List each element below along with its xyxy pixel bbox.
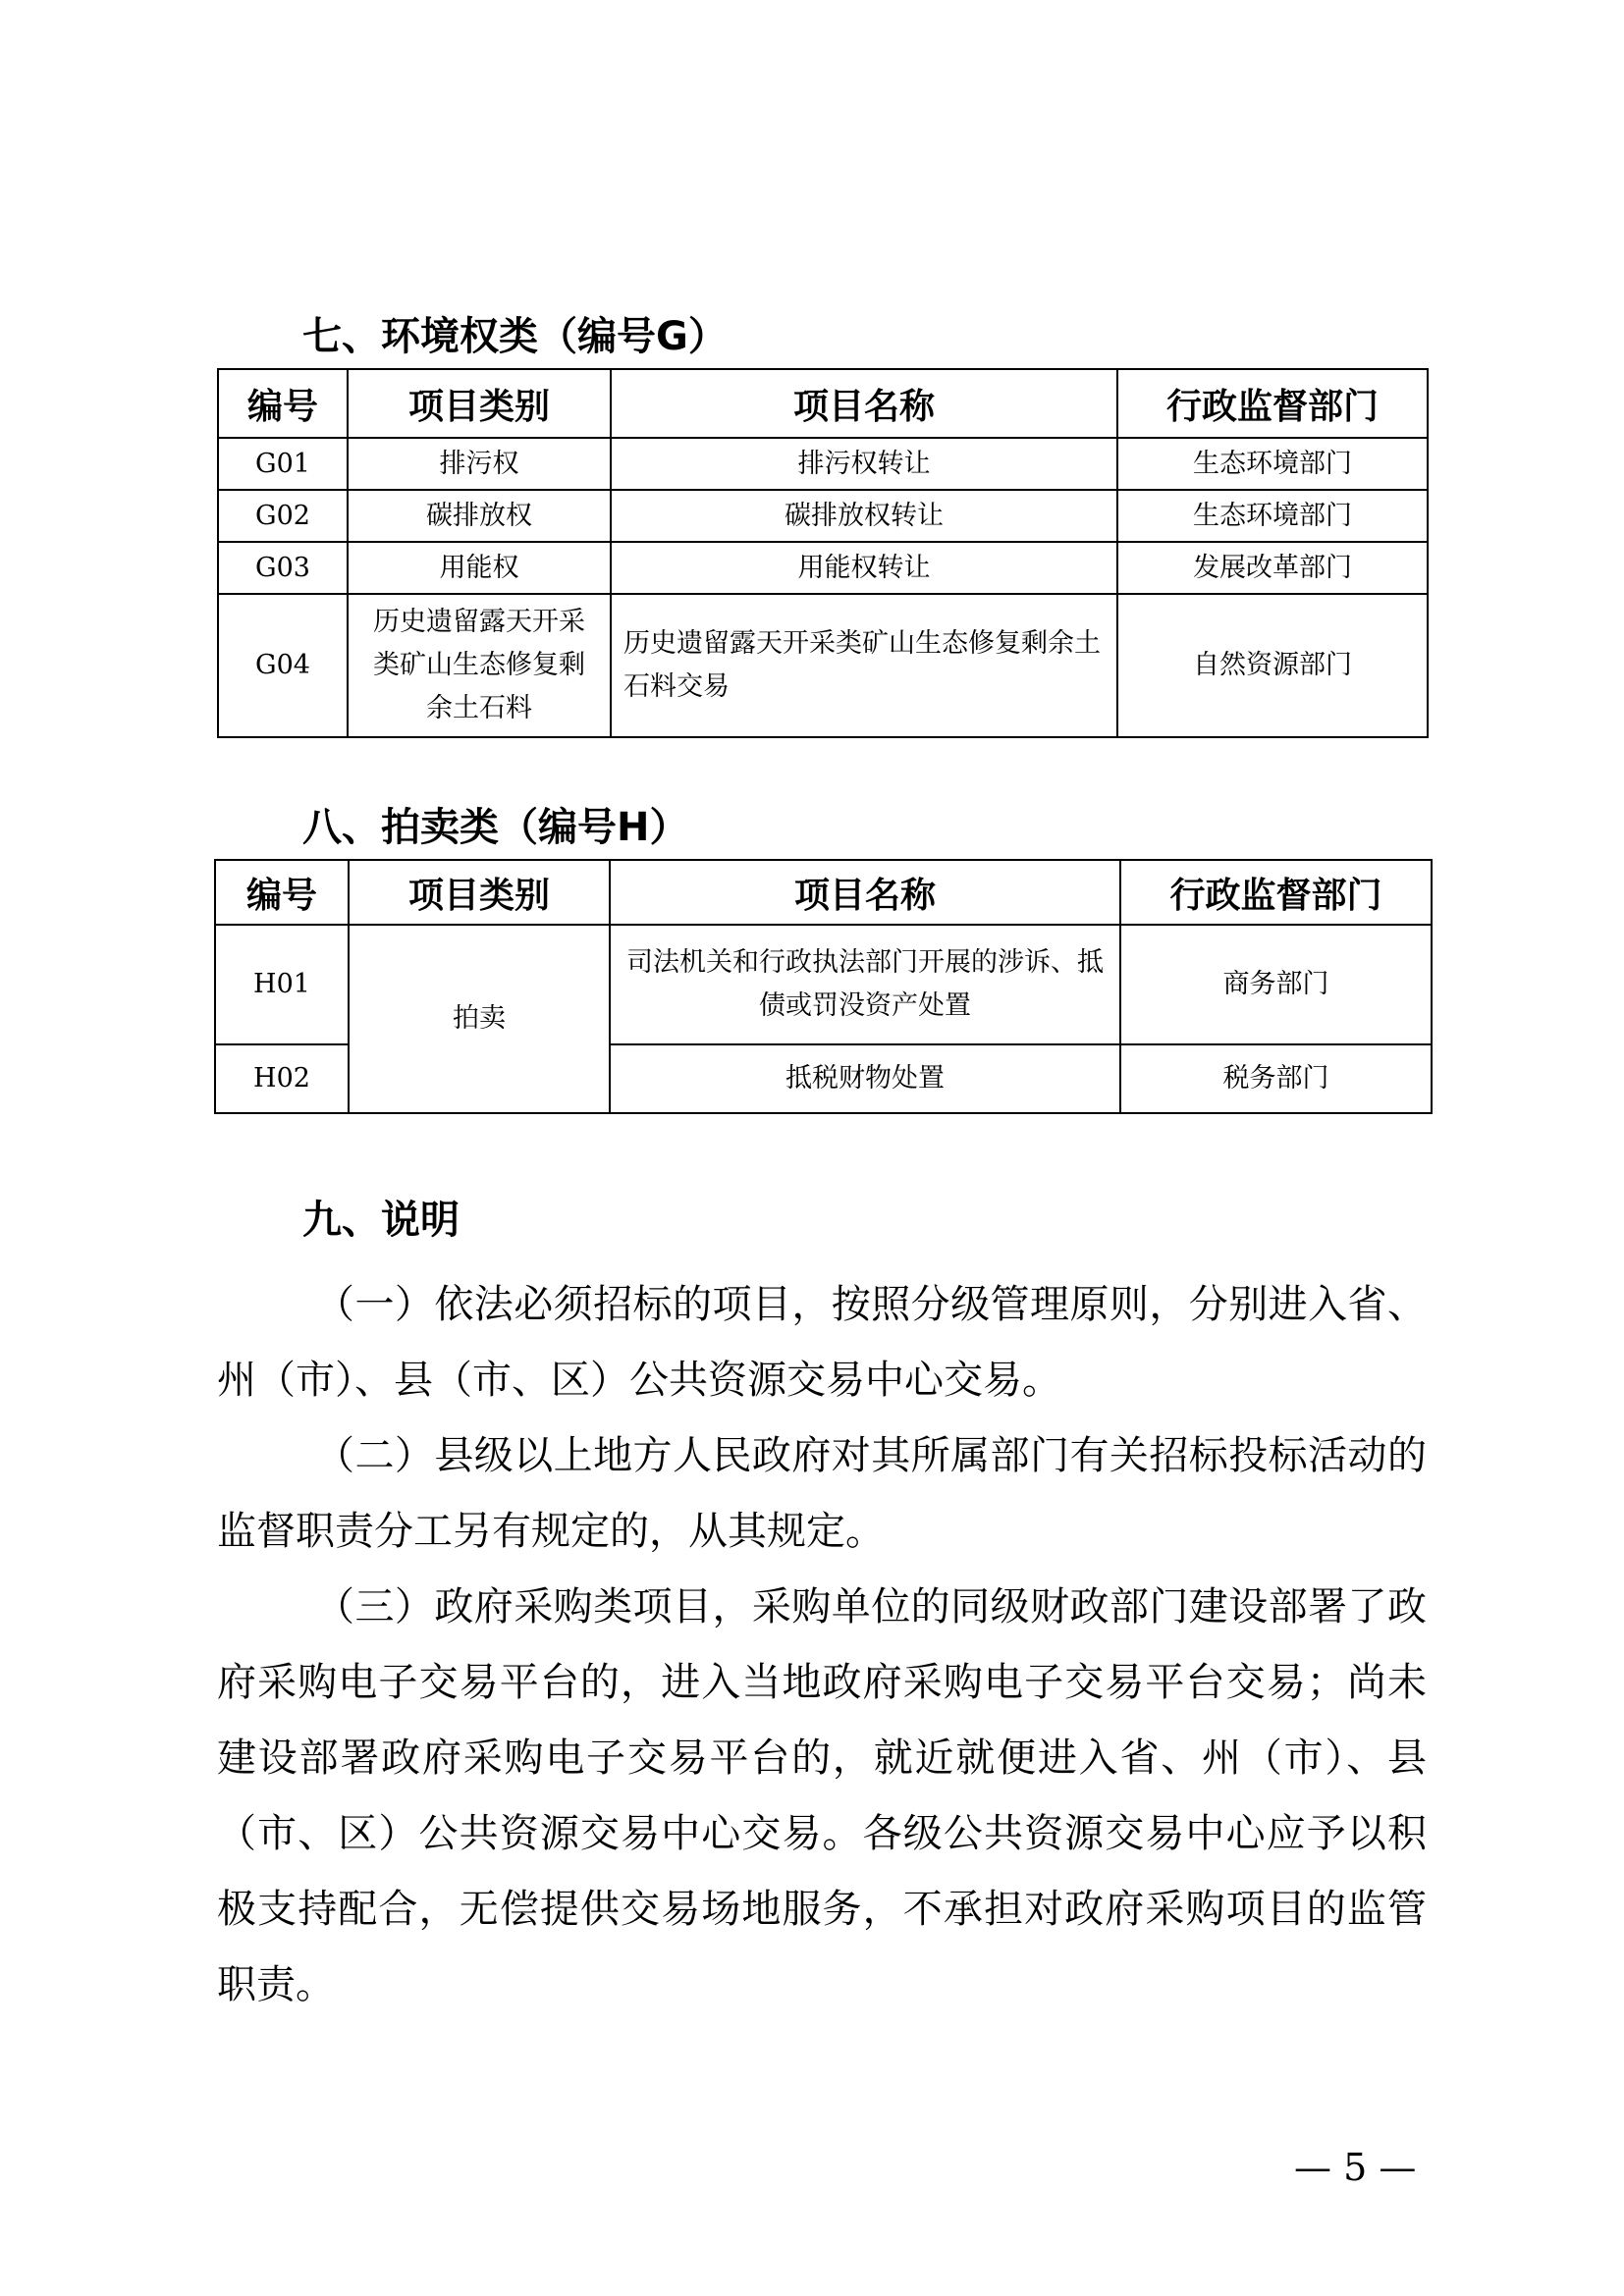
table-header-row (215, 860, 1432, 925)
cell-name: 历史遗留露天开采类矿山生态修复剩余土石料交易 (611, 594, 1117, 737)
section8-table (214, 859, 1433, 1114)
header-category: 项目类别 (349, 860, 610, 925)
table-header-row (218, 369, 1428, 438)
cell-category: 碳排放权 (348, 490, 611, 542)
header-name: 项目名称 (610, 860, 1120, 925)
cell-category: 历史遗留露天开采类矿山生态修复剩余土石料 (348, 594, 611, 737)
cell-name: 碳排放权转让 (611, 490, 1117, 542)
paragraph: （二）县级以上地方人民政府对其所属部门有关招标投标活动的监督职责分工另有规定的，从其规定。 (217, 1433, 1427, 1554)
cell-dept: 商务部门 (1120, 925, 1432, 1044)
paragraph: （一）依法必须招标的项目，按照分级管理原则，分别进入省、州（市）、县（市、区）公共资源交易中心交易。 (217, 1282, 1427, 1403)
header-name: 项目名称 (611, 369, 1117, 438)
header-code: 编号 (218, 369, 348, 438)
cell-code: G02 (218, 490, 348, 542)
header-dept: 行政监督部门 (1117, 369, 1428, 438)
section7-title: 七、环境权类（编号G） (302, 314, 728, 359)
section9-title: 九、说明 (302, 1198, 460, 1243)
page-number: — 5 — (1294, 2146, 1417, 2189)
table-row (218, 438, 1428, 490)
cell-category: 排污权 (348, 438, 611, 490)
cell-dept: 发展改革部门 (1117, 542, 1428, 594)
cell-category: 用能权 (348, 542, 611, 594)
cell-dept: 税务部门 (1120, 1044, 1432, 1113)
section8-title: 八、拍卖类（编号H） (302, 805, 689, 850)
table-row (218, 542, 1428, 594)
cell-code: G01 (218, 438, 348, 490)
table-row (218, 490, 1428, 542)
cell-code: G04 (218, 594, 348, 737)
cell-name: 司法机关和行政执法部门开展的涉诉、抵债或罚没资产处置 (610, 925, 1120, 1044)
header-dept: 行政监督部门 (1120, 860, 1432, 925)
section7-table (217, 368, 1429, 738)
cell-dept: 自然资源部门 (1117, 594, 1428, 737)
table-row (215, 925, 1432, 1044)
cell-name: 用能权转让 (611, 542, 1117, 594)
cell-dept: 生态环境部门 (1117, 490, 1428, 542)
cell-dept: 生态环境部门 (1117, 438, 1428, 490)
cell-code: H02 (215, 1044, 349, 1113)
cell-category: 拍卖 (349, 925, 610, 1113)
header-category: 项目类别 (348, 369, 611, 438)
paragraph: （三）政府采购类项目，采购单位的同级财政部门建设部署了政府采购电子交易平台的，进入当地政府采购电子交易平台交易；尚未建设部署政府采购电子交易平台的，就近就便进入省、州（市）、县（市、区）公共资源交易中心交易。各级公共资源交易中心应予以积极支持配合，无偿提供交易场地服务，不承担对政府采购项目的监管职责。 (217, 1584, 1427, 2007)
table-row (218, 594, 1428, 737)
header-code: 编号 (215, 860, 349, 925)
cell-code: G03 (218, 542, 348, 594)
cell-code: H01 (215, 925, 349, 1044)
cell-name: 排污权转让 (611, 438, 1117, 490)
cell-name: 抵税财物处置 (610, 1044, 1120, 1113)
